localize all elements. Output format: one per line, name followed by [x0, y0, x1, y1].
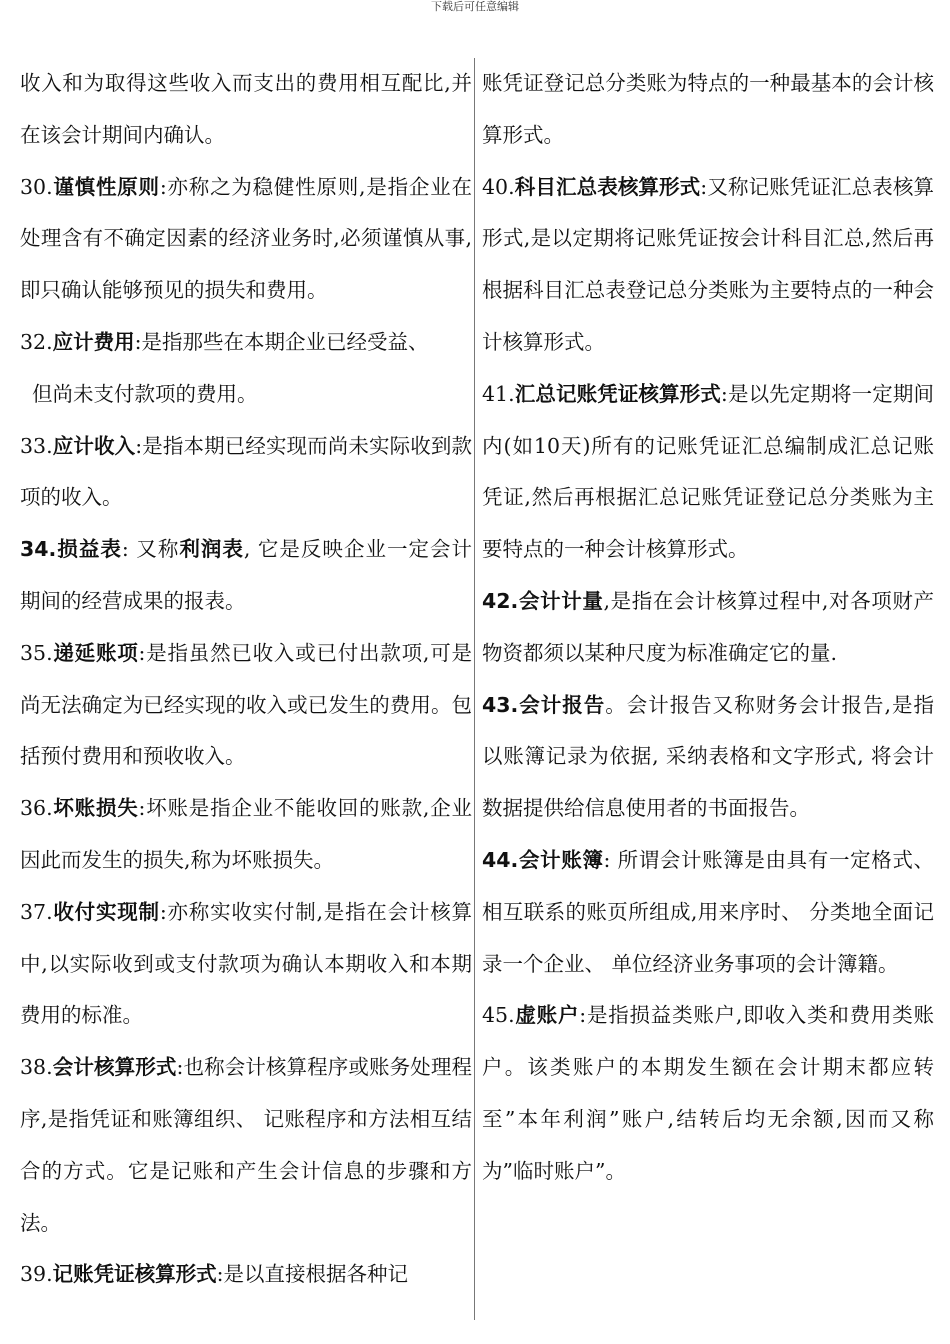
entry-32: [20, 317, 472, 369]
entry-text: :是指损益类账户,即收入类和费用类账户。该类账户的本期发生额在会计期末都应转至”本年利润”账户,结转后均无余额,因而又称为”临时账户”。: [482, 1003, 934, 1183]
entry-term: 应计费用: [52, 329, 135, 354]
entry-number: 34.: [20, 537, 57, 562]
entry-term: 会计核算形式: [52, 1055, 177, 1080]
entry-number: 40.: [482, 174, 515, 199]
entry-text: :坏账是指企业不能收回的账款,企业因此而发生的损失,称为坏账损失。: [20, 796, 472, 872]
entry-number: 35.: [20, 640, 53, 665]
entry-39: [20, 1249, 472, 1301]
entry-number: 36.: [20, 796, 53, 821]
entry-number: 32.: [20, 329, 53, 354]
entry-term: 会计报告: [518, 692, 606, 717]
entry-term: 科目汇总表核算形式: [514, 174, 701, 199]
entry-term: 收付实现制: [52, 899, 160, 924]
entry-43: [482, 680, 934, 835]
entry-text: :是以直接根据各种记: [216, 1262, 409, 1287]
entry-text-alt: , 它是反映企业一定会计期间的经营成果的报表。: [20, 537, 472, 613]
entry-number: 38.: [20, 1055, 53, 1080]
entry-number: 39.: [20, 1262, 53, 1287]
entry-text: : 又称: [121, 537, 180, 562]
entry-term-alt: 利润表: [179, 537, 244, 562]
entry-text: 但尚未支付款项的费用。: [32, 381, 258, 406]
entry-text: 。会计报告又称财务会计报告,是指以账簿记录为依据, 采纳表格和文字形式, 将会计数据提供给信息使用者的书面报告。: [482, 692, 935, 821]
entry-text: :亦称之为稳健性原则,是指企业在处理含有不确定因素的经济业务时,必须谨慎从事,即只确认能够预见的损失和费用。: [20, 174, 472, 303]
entry-42: [482, 576, 934, 680]
entry-number: 30.: [20, 174, 53, 199]
entry-text: :是指虽然已收入或已付出款项,可是尚无法确定为已经实现的收入或已发生的费用。包括预付费用和预收收入。: [20, 640, 472, 769]
entry-number: 33.: [20, 433, 53, 458]
entry-45: [482, 990, 934, 1197]
entry-term: 递延账项: [52, 640, 139, 665]
entry-text: 收入和为取得这些收入而支出的费用相互配比,并在该会计期间内确认。: [20, 71, 472, 147]
entry-number: 42.: [482, 588, 519, 613]
entry-term: 汇总记账凭证核算形式: [514, 381, 721, 406]
entry-text: :亦称实收实付制,是指在会计核算中,以实际收到或支付款项为确认本期收入和本期费用的标准。: [20, 899, 472, 1028]
entry-term: 坏账损失: [52, 796, 139, 821]
entry-text: :是以先定期将一定期间内(如10天)所有的记账凭证汇总编制成汇总记账凭证,然后再根据汇总记账凭证登记总分类账为主要特点的一种会计核算形式。: [482, 381, 935, 562]
entry-continuation: [20, 58, 472, 162]
entry-term: 虚账户: [514, 1003, 580, 1028]
entry-text: 账凭证登记总分类账为特点的一种最基本的会计核算形式。: [482, 71, 934, 147]
entry-30: [20, 162, 472, 317]
entry-text: :又称记账凭证汇总表核算形式,是以定期将记账凭证按会计科目汇总,然后再根据科目汇总表登记总分类账为主要特点的一种会计核算形式。: [482, 174, 935, 354]
entry-term: 损益表: [56, 537, 122, 562]
entry-term: 应计收入: [52, 433, 136, 458]
entry-37: [20, 887, 472, 1042]
entry-41: [482, 369, 934, 576]
entry-36: [20, 783, 472, 887]
entry-text: : 所谓会计账簿是由具有一定格式、 相互联系的账页所组成,用来序时、 分类地全面记录一个企业、 单位经济业务事项的会计簿籍。: [482, 847, 934, 976]
entry-35: [20, 628, 472, 783]
entry-44: [482, 835, 934, 990]
entry-38: [20, 1042, 472, 1249]
left-column: [20, 58, 472, 1301]
entry-term: 记账凭证核算形式: [52, 1262, 217, 1287]
entry-term: 会计账簿: [518, 847, 604, 872]
entry-number: 37.: [20, 899, 53, 924]
entry-34: [20, 524, 472, 628]
entry-number: 44.: [482, 847, 519, 872]
entry-term: 会计计量: [518, 588, 604, 613]
column-divider: [474, 58, 475, 1320]
entry-text: :是指那些在本期企业已经受益、: [134, 329, 429, 354]
page-header: 下载后可任意编辑: [431, 0, 519, 13]
right-column: [482, 58, 934, 1198]
entry-33: [20, 421, 472, 525]
entry-text: :也称会计核算程序或账务处理程序,是指凭证和账簿组织、 记账程序和方法相互结合的方式。它是记账和产生会计信息的步骤和方法。: [20, 1055, 472, 1235]
entry-text: :是指本期已经实现而尚未实际收到款项的收入。: [20, 433, 473, 510]
entry-text: ,是指在会计核算过程中,对各项财产物资都须以某种尺度为标准确定它的量.: [482, 588, 934, 665]
entry-number: 41.: [482, 381, 515, 406]
entry-number: 43.: [482, 692, 519, 717]
entry-40: [482, 162, 934, 369]
entry-number: 45.: [482, 1003, 515, 1028]
entry-39-continued: [482, 58, 934, 162]
entry-term: 谨慎性原则: [52, 174, 160, 199]
entry-32-continued: [20, 369, 472, 421]
